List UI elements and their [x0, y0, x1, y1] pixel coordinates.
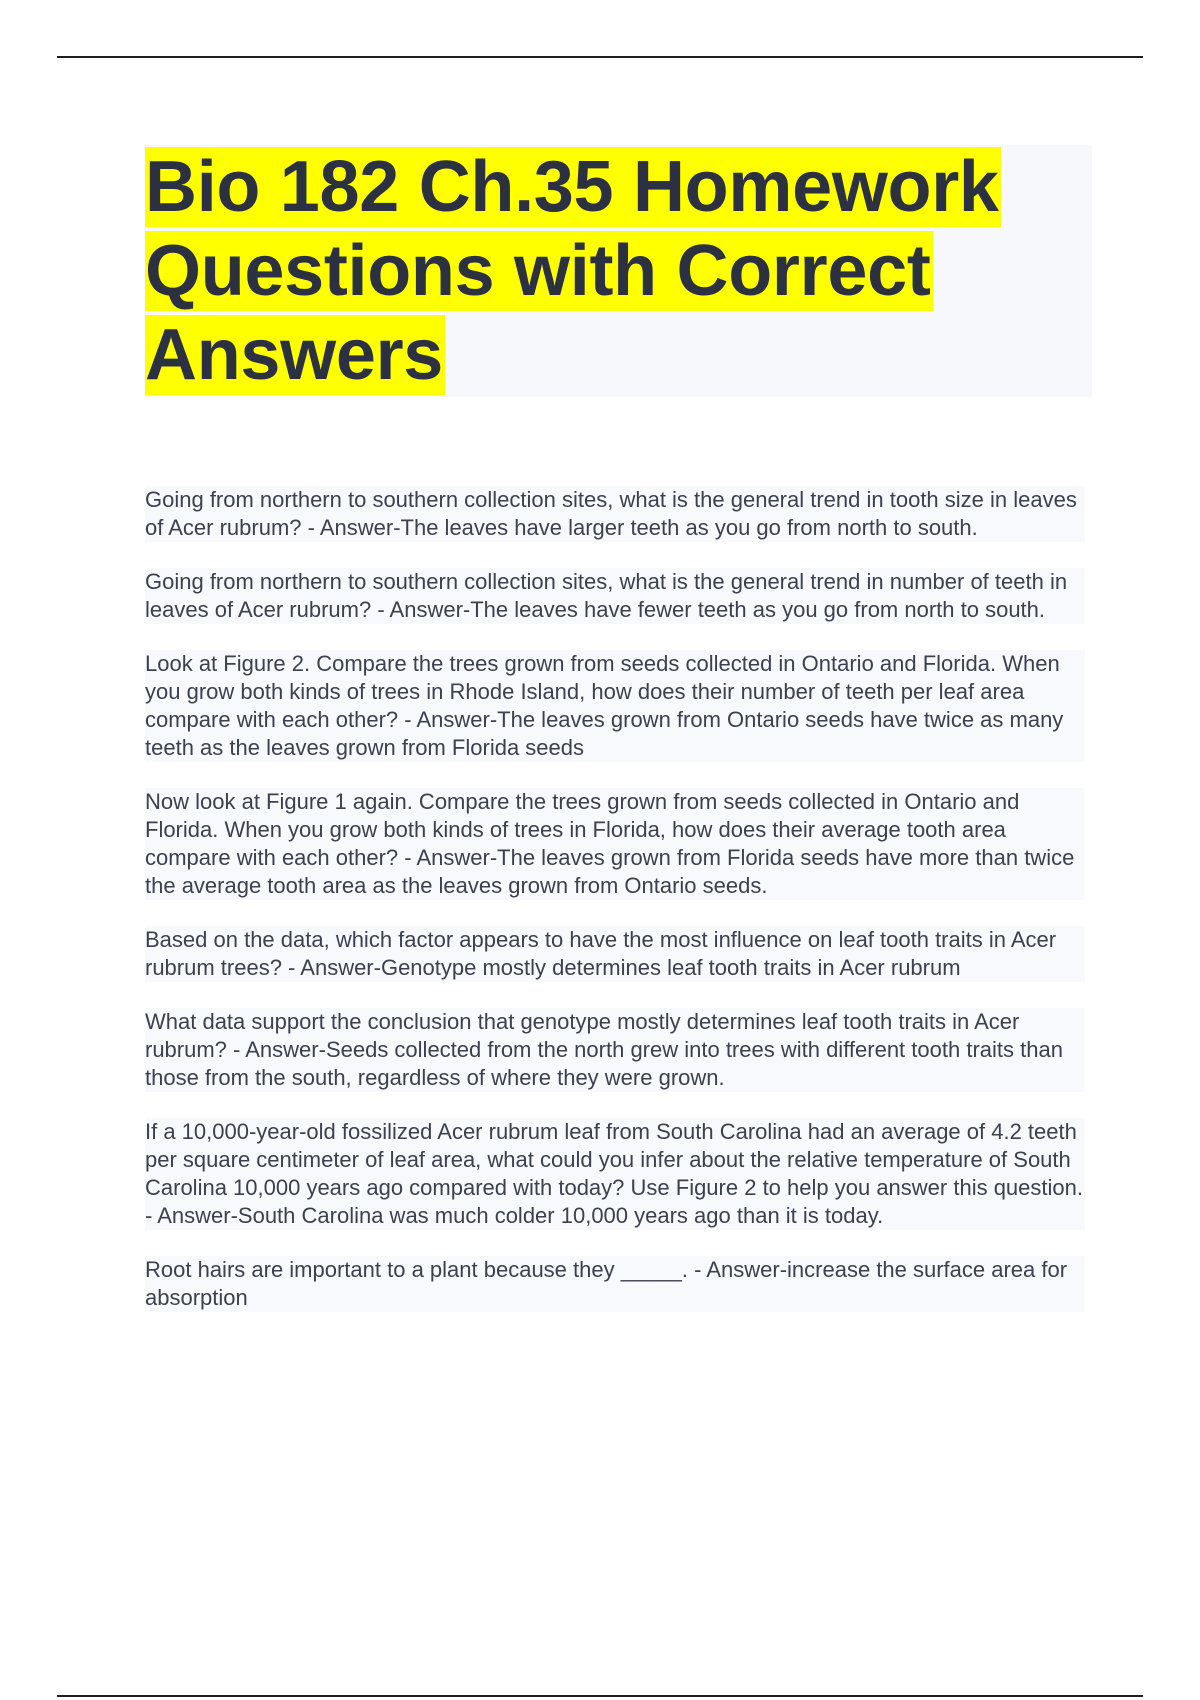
qa-item: Going from northern to southern collection sites, what is the general trend in tooth size in leaves of Acer rubrum? - Answer-The leaves have larger teeth as you go from north to south.: [145, 486, 1085, 542]
qa-item: Based on the data, which factor appears to have the most influence on leaf tooth traits in Acer rubrum trees? - Answer-Genotype mostly determines leaf tooth traits in Acer rubrum: [145, 926, 1085, 982]
top-rule: [57, 56, 1143, 58]
highlighted-title-text: Bio 182 Ch.35 Homework Questions with Correct Answers: [145, 147, 999, 395]
qa-item: Going from northern to southern collection sites, what is the general trend in number of teeth in leaves of Acer rubrum? - Answer-The leaves have fewer teeth as you go from north to south.: [145, 568, 1085, 624]
title-block: [145, 145, 1092, 397]
qa-item: Root hairs are important to a plant because they _____. - Answer-increase the surface area for absorption: [145, 1256, 1085, 1312]
qa-item: If a 10,000-year-old fossilized Acer rubrum leaf from South Carolina had an average of 4.2 teeth per square centimeter of leaf area, what could you infer about the relative temperature of South Carolina 10,000 years ago compared with today? Use Figure 2 to help you answer this question. - Answer-South Carolina was much colder 10,000 years ago than it is today.: [145, 1119, 1083, 1228]
qa-list: [145, 486, 1085, 1338]
bottom-rule: [57, 1695, 1143, 1697]
qa-item: Now look at Figure 1 again. Compare the trees grown from seeds collected in Ontario and Florida. When you grow both kinds of trees in Florida, how does their average tooth area compare with each other? - Answer-The leaves grown from Florida seeds have more than twice the average tooth area as the leaves grown from Ontario seeds.: [145, 788, 1085, 900]
qa-item: What data support the conclusion that genotype mostly determines leaf tooth traits in Acer rubrum? - Answer-Seeds collected from the north grew into trees with different tooth traits than those from the south, regardless of where they were grown.: [145, 1008, 1085, 1092]
qa-item: Look at Figure 2. Compare the trees grown from seeds collected in Ontario and Florida. When you grow both kinds of trees in Rhode Island, how does their number of teeth per leaf area compare with each other? - Answer-The leaves grown from Ontario seeds have twice as many teeth as the leaves grown from Florida seeds: [145, 650, 1085, 762]
page-title: [145, 145, 1092, 397]
